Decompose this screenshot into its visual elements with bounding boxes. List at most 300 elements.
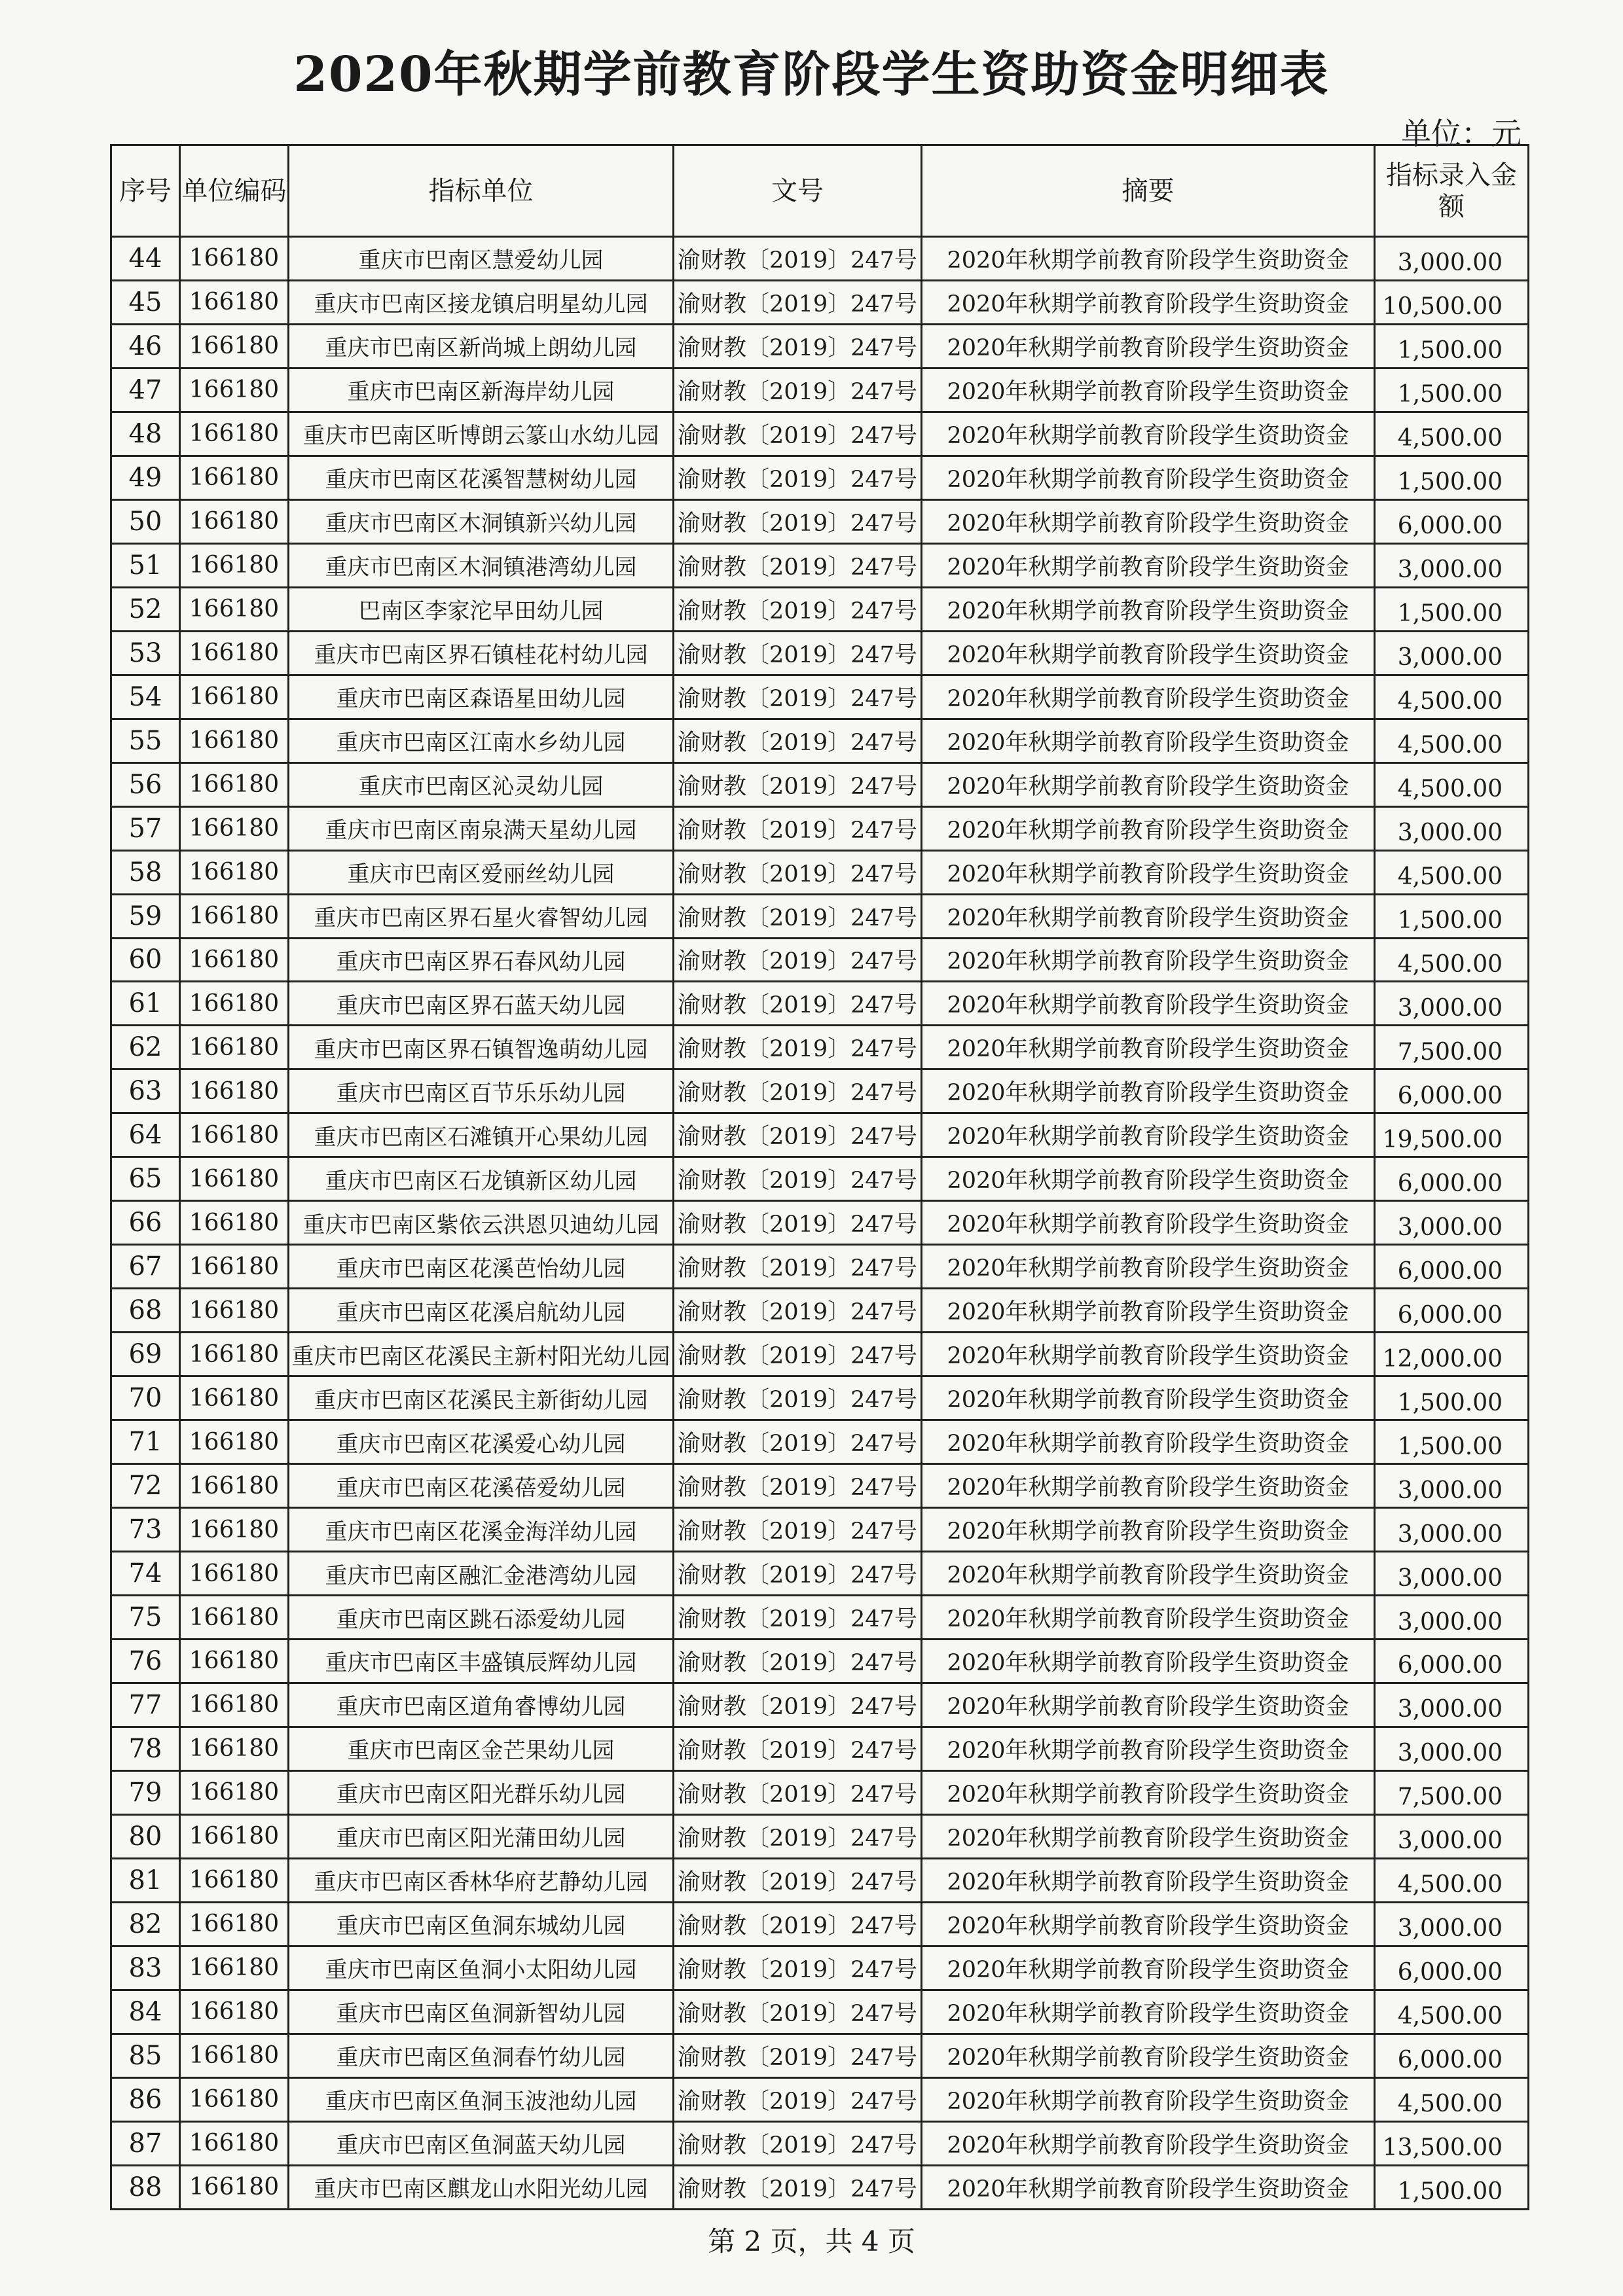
cell-unit-name: 重庆市巴南区花溪民主新街幼儿园 (289, 1376, 674, 1420)
cell-summary: 2020年秋期学前教育阶段学生资助资金 (922, 499, 1375, 543)
cell-amount: 10,500.00 (1375, 280, 1529, 324)
cell-summary: 2020年秋期学前教育阶段学生资助资金 (922, 456, 1375, 499)
cell-unit-name: 重庆市巴南区鱼洞玉波池幼儿园 (289, 2077, 674, 2121)
cell-seq: 49 (111, 456, 180, 499)
cell-amount: 4,500.00 (1375, 850, 1529, 894)
cell-unit-code: 166180 (180, 850, 289, 894)
cell-unit-code: 166180 (180, 1201, 289, 1245)
table-row (111, 1596, 1529, 1640)
cell-unit-code: 166180 (180, 1727, 289, 1770)
cell-summary: 2020年秋期学前教育阶段学生资助资金 (922, 631, 1375, 675)
cell-unit-code: 166180 (180, 1157, 289, 1201)
cell-amount: 6,000.00 (1375, 1640, 1529, 1683)
cell-amount: 1,500.00 (1375, 1376, 1529, 1420)
cell-seq: 63 (111, 1069, 180, 1113)
header-code: 单位编码 (180, 145, 289, 237)
cell-amount: 4,500.00 (1375, 412, 1529, 456)
cell-amount: 13,500.00 (1375, 2121, 1529, 2165)
cell-amount: 1,500.00 (1375, 368, 1529, 412)
cell-doc-number: 渝财教〔2019〕247号 (674, 1464, 922, 1508)
cell-summary: 2020年秋期学前教育阶段学生资助资金 (922, 894, 1375, 938)
cell-doc-number: 渝财教〔2019〕247号 (674, 499, 922, 543)
cell-amount: 3,000.00 (1375, 1683, 1529, 1727)
cell-summary: 2020年秋期学前教育阶段学生资助资金 (922, 1858, 1375, 1902)
cell-summary: 2020年秋期学前教育阶段学生资助资金 (922, 1026, 1375, 1069)
cell-unit-code: 166180 (180, 719, 289, 762)
cell-doc-number: 渝财教〔2019〕247号 (674, 938, 922, 982)
table-row (111, 280, 1529, 324)
table-row (111, 719, 1529, 762)
cell-unit-code: 166180 (180, 280, 289, 324)
table-row (111, 1420, 1529, 1464)
cell-unit-code: 166180 (180, 1113, 289, 1157)
cell-doc-number: 渝财教〔2019〕247号 (674, 1333, 922, 1376)
cell-summary: 2020年秋期学前教育阶段学生资助资金 (922, 675, 1375, 719)
cell-doc-number: 渝财教〔2019〕247号 (674, 850, 922, 894)
table-row (111, 2165, 1529, 2209)
cell-unit-name: 重庆市巴南区鱼洞春竹幼儿园 (289, 2034, 674, 2077)
table-row (111, 1026, 1529, 1069)
table-row (111, 1902, 1529, 1946)
table-row (111, 1157, 1529, 1201)
header-unit: 指标单位 (289, 145, 674, 237)
cell-doc-number: 渝财教〔2019〕247号 (674, 1858, 922, 1902)
cell-doc-number: 渝财教〔2019〕247号 (674, 324, 922, 368)
cell-amount: 1,500.00 (1375, 324, 1529, 368)
cell-amount: 6,000.00 (1375, 1157, 1529, 1201)
table-row (111, 1770, 1529, 1814)
cell-summary: 2020年秋期学前教育阶段学生资助资金 (922, 1683, 1375, 1727)
table-row (111, 587, 1529, 631)
cell-unit-code: 166180 (180, 2165, 289, 2209)
cell-unit-code: 166180 (180, 982, 289, 1026)
cell-summary: 2020年秋期学前教育阶段学生资助资金 (922, 280, 1375, 324)
cell-doc-number: 渝财教〔2019〕247号 (674, 1990, 922, 2034)
cell-summary: 2020年秋期学前教育阶段学生资助资金 (922, 1770, 1375, 1814)
cell-doc-number: 渝财教〔2019〕247号 (674, 1376, 922, 1420)
cell-unit-code: 166180 (180, 1026, 289, 1069)
cell-seq: 60 (111, 938, 180, 982)
cell-unit-code: 166180 (180, 324, 289, 368)
cell-amount: 6,000.00 (1375, 2034, 1529, 2077)
cell-unit-name: 重庆市巴南区昕博朗云篆山水幼儿园 (289, 412, 674, 456)
cell-unit-name: 重庆市巴南区南泉满天星幼儿园 (289, 806, 674, 850)
cell-seq: 75 (111, 1596, 180, 1640)
cell-summary: 2020年秋期学前教育阶段学生资助资金 (922, 412, 1375, 456)
cell-summary: 2020年秋期学前教育阶段学生资助资金 (922, 1946, 1375, 1990)
cell-seq: 82 (111, 1902, 180, 1946)
cell-amount: 3,000.00 (1375, 1727, 1529, 1770)
cell-unit-name: 重庆市巴南区花溪启航幼儿园 (289, 1289, 674, 1333)
table-row (111, 982, 1529, 1026)
cell-summary: 2020年秋期学前教育阶段学生资助资金 (922, 1069, 1375, 1113)
cell-unit-name: 重庆市巴南区花溪蓓爱幼儿园 (289, 1464, 674, 1508)
cell-unit-code: 166180 (180, 1376, 289, 1420)
cell-summary: 2020年秋期学前教育阶段学生资助资金 (922, 2077, 1375, 2121)
cell-amount: 7,500.00 (1375, 1026, 1529, 1069)
cell-summary: 2020年秋期学前教育阶段学生资助资金 (922, 2121, 1375, 2165)
cell-unit-name: 重庆市巴南区百节乐乐幼儿园 (289, 1069, 674, 1113)
cell-summary: 2020年秋期学前教育阶段学生资助资金 (922, 762, 1375, 806)
cell-doc-number: 渝财教〔2019〕247号 (674, 1640, 922, 1683)
cell-unit-name: 重庆市巴南区鱼洞东城幼儿园 (289, 1902, 674, 1946)
cell-summary: 2020年秋期学前教育阶段学生资助资金 (922, 1990, 1375, 2034)
cell-summary: 2020年秋期学前教育阶段学生资助资金 (922, 2165, 1375, 2209)
cell-seq: 50 (111, 499, 180, 543)
cell-amount: 3,000.00 (1375, 1201, 1529, 1245)
cell-amount: 1,500.00 (1375, 2165, 1529, 2209)
cell-summary: 2020年秋期学前教育阶段学生资助资金 (922, 806, 1375, 850)
cell-doc-number: 渝财教〔2019〕247号 (674, 2034, 922, 2077)
cell-unit-name: 巴南区李家沱早田幼儿园 (289, 587, 674, 631)
cell-unit-name: 重庆市巴南区阳光蒲田幼儿园 (289, 1814, 674, 1858)
table-row (111, 1333, 1529, 1376)
cell-summary: 2020年秋期学前教育阶段学生资助资金 (922, 1552, 1375, 1596)
cell-doc-number: 渝财教〔2019〕247号 (674, 412, 922, 456)
cell-unit-code: 166180 (180, 2077, 289, 2121)
table-row (111, 1464, 1529, 1508)
table-body (111, 237, 1529, 2210)
cell-unit-name: 重庆市巴南区慧爱幼儿园 (289, 237, 674, 281)
cell-unit-code: 166180 (180, 894, 289, 938)
cell-seq: 86 (111, 2077, 180, 2121)
cell-unit-name: 重庆市巴南区爱丽丝幼儿园 (289, 850, 674, 894)
cell-amount: 7,500.00 (1375, 1770, 1529, 1814)
funding-detail-table (110, 144, 1529, 2210)
cell-unit-code: 166180 (180, 1902, 289, 1946)
cell-unit-code: 166180 (180, 675, 289, 719)
cell-amount: 3,000.00 (1375, 1596, 1529, 1640)
page-number: 第 2 页，共 4 页 (708, 2225, 915, 2257)
table-row (111, 456, 1529, 499)
cell-seq: 66 (111, 1201, 180, 1245)
cell-doc-number: 渝财教〔2019〕247号 (674, 1201, 922, 1245)
cell-unit-name: 重庆市巴南区紫依云洪恩贝迪幼儿园 (289, 1201, 674, 1245)
table-row (111, 938, 1529, 982)
cell-doc-number: 渝财教〔2019〕247号 (674, 1946, 922, 1990)
cell-unit-code: 166180 (180, 412, 289, 456)
table-row (111, 368, 1529, 412)
cell-doc-number: 渝财教〔2019〕247号 (674, 1069, 922, 1113)
cell-summary: 2020年秋期学前教育阶段学生资助资金 (922, 982, 1375, 1026)
cell-unit-code: 166180 (180, 499, 289, 543)
cell-amount: 1,500.00 (1375, 1420, 1529, 1464)
cell-seq: 59 (111, 894, 180, 938)
header-amount: 指标录入金额 (1375, 145, 1529, 237)
cell-unit-name: 重庆市巴南区界石蓝天幼儿园 (289, 982, 674, 1026)
cell-doc-number: 渝财教〔2019〕247号 (674, 1902, 922, 1946)
cell-amount: 6,000.00 (1375, 1245, 1529, 1289)
cell-seq: 83 (111, 1946, 180, 1990)
cell-doc-number: 渝财教〔2019〕247号 (674, 1770, 922, 1814)
cell-unit-name: 重庆市巴南区阳光群乐幼儿园 (289, 1770, 674, 1814)
cell-unit-name: 重庆市巴南区鱼洞新智幼儿园 (289, 1990, 674, 2034)
cell-doc-number: 渝财教〔2019〕247号 (674, 1157, 922, 1201)
table-row (111, 237, 1529, 281)
cell-amount: 3,000.00 (1375, 543, 1529, 587)
cell-seq: 68 (111, 1289, 180, 1333)
cell-unit-name: 重庆市巴南区界石星火睿智幼儿园 (289, 894, 674, 938)
cell-seq: 76 (111, 1640, 180, 1683)
cell-doc-number: 渝财教〔2019〕247号 (674, 2077, 922, 2121)
cell-unit-code: 166180 (180, 1333, 289, 1376)
cell-seq: 65 (111, 1157, 180, 1201)
cell-seq: 88 (111, 2165, 180, 2209)
cell-amount: 6,000.00 (1375, 1946, 1529, 1990)
cell-seq: 81 (111, 1858, 180, 1902)
cell-doc-number: 渝财教〔2019〕247号 (674, 1245, 922, 1289)
cell-unit-name: 重庆市巴南区金芒果幼儿园 (289, 1727, 674, 1770)
cell-seq: 80 (111, 1814, 180, 1858)
table-row (111, 1201, 1529, 1245)
cell-summary: 2020年秋期学前教育阶段学生资助资金 (922, 719, 1375, 762)
cell-unit-code: 166180 (180, 1464, 289, 1508)
table-row (111, 894, 1529, 938)
cell-amount: 12,000.00 (1375, 1333, 1529, 1376)
cell-unit-name: 重庆市巴南区鱼洞小太阳幼儿园 (289, 1946, 674, 1990)
cell-amount: 3,000.00 (1375, 1464, 1529, 1508)
cell-amount: 3,000.00 (1375, 806, 1529, 850)
cell-amount: 4,500.00 (1375, 938, 1529, 982)
cell-seq: 45 (111, 280, 180, 324)
cell-unit-code: 166180 (180, 2034, 289, 2077)
cell-seq: 47 (111, 368, 180, 412)
cell-summary: 2020年秋期学前教育阶段学生资助资金 (922, 1289, 1375, 1333)
cell-seq: 72 (111, 1464, 180, 1508)
cell-summary: 2020年秋期学前教育阶段学生资助资金 (922, 1113, 1375, 1157)
cell-unit-code: 166180 (180, 938, 289, 982)
table-row (111, 631, 1529, 675)
cell-seq: 44 (111, 237, 180, 281)
cell-doc-number: 渝财教〔2019〕247号 (674, 719, 922, 762)
cell-unit-code: 166180 (180, 1508, 289, 1552)
cell-unit-name: 重庆市巴南区森语星田幼儿园 (289, 675, 674, 719)
cell-unit-code: 166180 (180, 1420, 289, 1464)
cell-summary: 2020年秋期学前教育阶段学生资助资金 (922, 587, 1375, 631)
cell-amount: 3,000.00 (1375, 1508, 1529, 1552)
cell-summary: 2020年秋期学前教育阶段学生资助资金 (922, 2034, 1375, 2077)
cell-amount: 4,500.00 (1375, 675, 1529, 719)
table-row (111, 543, 1529, 587)
table-row (111, 675, 1529, 719)
cell-seq: 46 (111, 324, 180, 368)
cell-unit-name: 重庆市巴南区木洞镇新兴幼儿园 (289, 499, 674, 543)
cell-seq: 70 (111, 1376, 180, 1420)
cell-unit-name: 重庆市巴南区香林华府艺静幼儿园 (289, 1858, 674, 1902)
cell-unit-code: 166180 (180, 368, 289, 412)
cell-doc-number: 渝财教〔2019〕247号 (674, 982, 922, 1026)
cell-amount: 3,000.00 (1375, 631, 1529, 675)
cell-amount: 4,500.00 (1375, 719, 1529, 762)
cell-summary: 2020年秋期学前教育阶段学生资助资金 (922, 1245, 1375, 1289)
cell-seq: 57 (111, 806, 180, 850)
cell-amount: 3,000.00 (1375, 237, 1529, 281)
table-row (111, 2034, 1529, 2077)
cell-unit-name: 重庆市巴南区界石镇桂花村幼儿园 (289, 631, 674, 675)
cell-amount: 6,000.00 (1375, 499, 1529, 543)
table-row (111, 1069, 1529, 1113)
cell-unit-name: 重庆市巴南区跳石添爱幼儿园 (289, 1596, 674, 1640)
cell-doc-number: 渝财教〔2019〕247号 (674, 368, 922, 412)
cell-unit-code: 166180 (180, 587, 289, 631)
cell-unit-code: 166180 (180, 543, 289, 587)
cell-summary: 2020年秋期学前教育阶段学生资助资金 (922, 1814, 1375, 1858)
cell-summary: 2020年秋期学前教育阶段学生资助资金 (922, 938, 1375, 982)
cell-summary: 2020年秋期学前教育阶段学生资助资金 (922, 368, 1375, 412)
cell-unit-code: 166180 (180, 631, 289, 675)
cell-seq: 56 (111, 762, 180, 806)
cell-unit-name: 重庆市巴南区花溪爱心幼儿园 (289, 1420, 674, 1464)
cell-seq: 78 (111, 1727, 180, 1770)
cell-summary: 2020年秋期学前教育阶段学生资助资金 (922, 1333, 1375, 1376)
cell-summary: 2020年秋期学前教育阶段学生资助资金 (922, 1420, 1375, 1464)
cell-doc-number: 渝财教〔2019〕247号 (674, 1289, 922, 1333)
cell-unit-code: 166180 (180, 762, 289, 806)
cell-summary: 2020年秋期学前教育阶段学生资助资金 (922, 237, 1375, 281)
cell-seq: 67 (111, 1245, 180, 1289)
cell-unit-code: 166180 (180, 1069, 289, 1113)
cell-seq: 61 (111, 982, 180, 1026)
cell-doc-number: 渝财教〔2019〕247号 (674, 1552, 922, 1596)
cell-amount: 4,500.00 (1375, 1990, 1529, 2034)
cell-unit-name: 重庆市巴南区鱼洞蓝天幼儿园 (289, 2121, 674, 2165)
cell-summary: 2020年秋期学前教育阶段学生资助资金 (922, 1596, 1375, 1640)
currency-unit-label: 单位：元 (1401, 116, 1522, 151)
cell-amount: 4,500.00 (1375, 762, 1529, 806)
cell-amount: 3,000.00 (1375, 1552, 1529, 1596)
table-row (111, 1640, 1529, 1683)
table-row (111, 762, 1529, 806)
table-row (111, 412, 1529, 456)
cell-seq: 71 (111, 1420, 180, 1464)
cell-seq: 51 (111, 543, 180, 587)
cell-amount: 1,500.00 (1375, 587, 1529, 631)
cell-unit-code: 166180 (180, 456, 289, 499)
cell-amount: 6,000.00 (1375, 1069, 1529, 1113)
cell-unit-code: 166180 (180, 237, 289, 281)
cell-unit-code: 166180 (180, 806, 289, 850)
cell-unit-name: 重庆市巴南区石龙镇新区幼儿园 (289, 1157, 674, 1201)
table-header-row (111, 145, 1529, 237)
cell-amount: 3,000.00 (1375, 982, 1529, 1026)
cell-amount: 1,500.00 (1375, 894, 1529, 938)
cell-doc-number: 渝财教〔2019〕247号 (674, 675, 922, 719)
cell-doc-number: 渝财教〔2019〕247号 (674, 2165, 922, 2209)
cell-unit-name: 重庆市巴南区新尚城上朗幼儿园 (289, 324, 674, 368)
cell-doc-number: 渝财教〔2019〕247号 (674, 762, 922, 806)
cell-summary: 2020年秋期学前教育阶段学生资助资金 (922, 1508, 1375, 1552)
cell-unit-name: 重庆市巴南区道角睿博幼儿园 (289, 1683, 674, 1727)
header-summary: 摘要 (922, 145, 1375, 237)
cell-unit-name: 重庆市巴南区花溪智慧树幼儿园 (289, 456, 674, 499)
cell-unit-code: 166180 (180, 1640, 289, 1683)
table-row (111, 1858, 1529, 1902)
cell-amount: 3,000.00 (1375, 1902, 1529, 1946)
cell-doc-number: 渝财教〔2019〕247号 (674, 1596, 922, 1640)
cell-unit-code: 166180 (180, 1770, 289, 1814)
cell-unit-code: 166180 (180, 1946, 289, 1990)
cell-seq: 48 (111, 412, 180, 456)
table-row (111, 1289, 1529, 1333)
cell-amount: 6,000.00 (1375, 1289, 1529, 1333)
table-row (111, 1552, 1529, 1596)
cell-summary: 2020年秋期学前教育阶段学生资助资金 (922, 1201, 1375, 1245)
cell-seq: 64 (111, 1113, 180, 1157)
cell-doc-number: 渝财教〔2019〕247号 (674, 543, 922, 587)
cell-doc-number: 渝财教〔2019〕247号 (674, 1420, 922, 1464)
cell-unit-code: 166180 (180, 1814, 289, 1858)
cell-unit-code: 166180 (180, 1289, 289, 1333)
cell-seq: 58 (111, 850, 180, 894)
cell-unit-code: 166180 (180, 1990, 289, 2034)
cell-unit-name: 重庆市巴南区界石镇智逸萌幼儿园 (289, 1026, 674, 1069)
cell-doc-number: 渝财教〔2019〕247号 (674, 1026, 922, 1069)
cell-doc-number: 渝财教〔2019〕247号 (674, 631, 922, 675)
cell-summary: 2020年秋期学前教育阶段学生资助资金 (922, 324, 1375, 368)
cell-unit-name: 重庆市巴南区花溪民主新村阳光幼儿园 (289, 1333, 674, 1376)
table-row (111, 1376, 1529, 1420)
cell-seq: 69 (111, 1333, 180, 1376)
table-row (111, 806, 1529, 850)
cell-unit-code: 166180 (180, 1683, 289, 1727)
cell-unit-name: 重庆市巴南区石滩镇开心果幼儿园 (289, 1113, 674, 1157)
cell-summary: 2020年秋期学前教育阶段学生资助资金 (922, 1157, 1375, 1201)
cell-seq: 87 (111, 2121, 180, 2165)
cell-seq: 84 (111, 1990, 180, 2034)
cell-summary: 2020年秋期学前教育阶段学生资助资金 (922, 1464, 1375, 1508)
table-row (111, 499, 1529, 543)
cell-unit-code: 166180 (180, 1245, 289, 1289)
cell-doc-number: 渝财教〔2019〕247号 (674, 587, 922, 631)
cell-doc-number: 渝财教〔2019〕247号 (674, 1683, 922, 1727)
table-row (111, 2077, 1529, 2121)
cell-doc-number: 渝财教〔2019〕247号 (674, 237, 922, 281)
cell-seq: 53 (111, 631, 180, 675)
cell-unit-code: 166180 (180, 2121, 289, 2165)
cell-summary: 2020年秋期学前教育阶段学生资助资金 (922, 1640, 1375, 1683)
cell-unit-name: 重庆市巴南区融汇金港湾幼儿园 (289, 1552, 674, 1596)
cell-doc-number: 渝财教〔2019〕247号 (674, 894, 922, 938)
cell-unit-name: 重庆市巴南区木洞镇港湾幼儿园 (289, 543, 674, 587)
cell-unit-code: 166180 (180, 1552, 289, 1596)
cell-unit-name: 重庆市巴南区花溪芭怡幼儿园 (289, 1245, 674, 1289)
cell-unit-name: 重庆市巴南区花溪金海洋幼儿园 (289, 1508, 674, 1552)
cell-doc-number: 渝财教〔2019〕247号 (674, 806, 922, 850)
cell-seq: 62 (111, 1026, 180, 1069)
table-row (111, 1245, 1529, 1289)
table-row (111, 1990, 1529, 2034)
table-row (111, 850, 1529, 894)
table-row (111, 1814, 1529, 1858)
table-row (111, 1946, 1529, 1990)
cell-summary: 2020年秋期学前教育阶段学生资助资金 (922, 543, 1375, 587)
cell-summary: 2020年秋期学前教育阶段学生资助资金 (922, 1376, 1375, 1420)
page-title: 2020年秋期学前教育阶段学生资助资金明细表 (293, 46, 1330, 103)
cell-doc-number: 渝财教〔2019〕247号 (674, 1508, 922, 1552)
cell-doc-number: 渝财教〔2019〕247号 (674, 1814, 922, 1858)
cell-unit-code: 166180 (180, 1596, 289, 1640)
cell-unit-name: 重庆市巴南区新海岸幼儿园 (289, 368, 674, 412)
cell-amount: 19,500.00 (1375, 1113, 1529, 1157)
cell-seq: 52 (111, 587, 180, 631)
cell-unit-name: 重庆市巴南区江南水乡幼儿园 (289, 719, 674, 762)
cell-seq: 54 (111, 675, 180, 719)
cell-seq: 55 (111, 719, 180, 762)
cell-summary: 2020年秋期学前教育阶段学生资助资金 (922, 1727, 1375, 1770)
cell-unit-name: 重庆市巴南区丰盛镇辰辉幼儿园 (289, 1640, 674, 1683)
table-row (111, 1683, 1529, 1727)
cell-amount: 3,000.00 (1375, 1814, 1529, 1858)
